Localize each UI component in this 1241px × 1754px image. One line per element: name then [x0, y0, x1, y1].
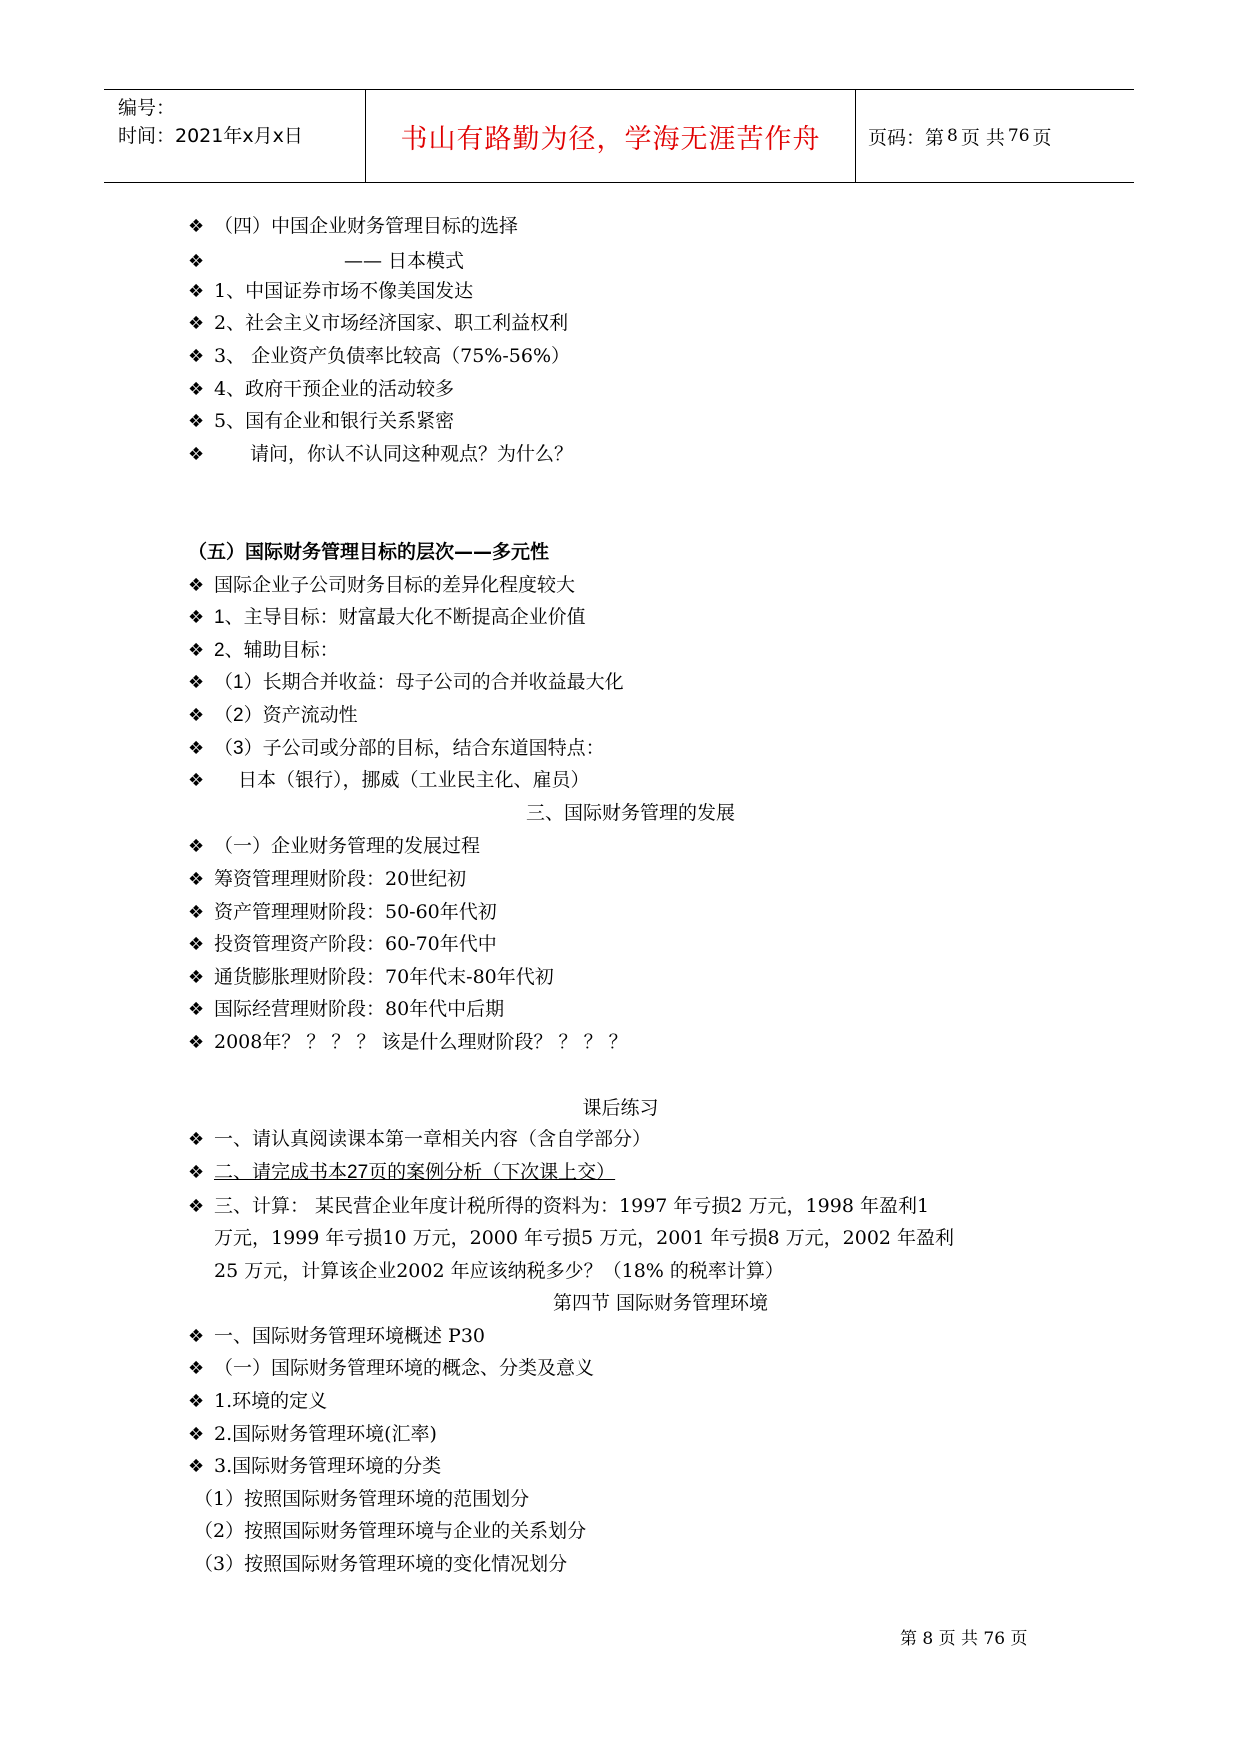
list-item: ❖ 1.环境的定义	[188, 1386, 327, 1416]
diamond-bullet-icon: ❖	[188, 934, 205, 955]
list-item: ❖ 国际经营理财阶段：80年代中后期	[188, 994, 504, 1024]
diamond-bullet-icon: ❖	[188, 1424, 205, 1445]
list-item: ❖ 5、国有企业和银行关系紧密	[188, 406, 454, 436]
diamond-bullet-icon: ❖	[188, 346, 205, 367]
diamond-bullet-icon: ❖	[188, 967, 205, 988]
list-item: ❖ 2008年？ ？ ？ ？ 该是什么理财阶段？ ？ ？ ？	[188, 1027, 628, 1057]
list-item: ❖ 资产管理理财阶段：50-60年代初	[188, 897, 497, 927]
list-item: ❖ 国际企业子公司财务目标的差异化程度较大	[188, 570, 575, 600]
list-item: ❖ 筹资管理理财阶段：20世纪初	[188, 864, 466, 894]
list-item: ❖ （一）国际财务管理环境的概念、分类及意义	[188, 1353, 594, 1383]
diamond-bullet-icon: ❖	[188, 869, 205, 890]
list-item: ❖ （2）资产流动性	[188, 701, 358, 731]
sub-item: （3）按照国际财务管理环境的变化情况划分	[194, 1553, 568, 1575]
diamond-bullet-icon: ❖	[188, 1129, 205, 1150]
list-item: ❖ 1、主导目标：财富最大化不断提高企业价值	[188, 603, 586, 633]
diamond-bullet-icon: ❖	[188, 836, 205, 857]
diamond-bullet-icon: ❖	[188, 216, 205, 237]
list-item: ❖ 2、辅助目标：	[188, 636, 339, 666]
list-item-continued: 万元，1999 年亏损10 万元，2000 年亏损5 万元，2001 年亏损8 万元，2002 年盈利	[214, 1227, 955, 1249]
section-title: 第四节 国际财务管理环境	[552, 1292, 769, 1314]
header-meta	[104, 90, 366, 182]
list-item: ❖ （四）中国企业财务管理目标的选择	[188, 211, 518, 241]
time-label: 时间：2021年x月x日	[118, 125, 303, 147]
list-item: ❖ 3.国际财务管理环境的分类	[188, 1451, 441, 1481]
list-item: ❖ 4、政府干预企业的活动较多	[188, 374, 454, 404]
diamond-bullet-icon: ❖	[188, 575, 205, 596]
sub-item: （2）按照国际财务管理环境与企业的关系划分	[194, 1520, 587, 1542]
list-item: ❖ （3）子公司或分部的目标，结合东道国特点：	[188, 734, 605, 764]
section-title: 三、国际财务管理的发展	[525, 802, 735, 824]
list-item: ❖ 1、中国证券市场不像美国发达	[188, 276, 473, 306]
diamond-bullet-icon: ❖	[188, 672, 205, 693]
diamond-bullet-icon: ❖	[188, 1032, 205, 1053]
list-item: ❖ 3、 企业资产负债率比较高（75%-56%）	[188, 341, 570, 371]
diamond-bullet-icon: ❖	[188, 1196, 205, 1217]
list-item: ❖ （1）长期合并收益：母子公司的合并收益最大化	[188, 668, 624, 698]
page-footer: 第 8 页 共 76 页	[900, 1629, 1028, 1649]
diamond-bullet-icon: ❖	[188, 313, 205, 334]
list-item: ❖ （一）企业财务管理的发展过程	[188, 831, 480, 861]
diamond-bullet-icon: ❖	[188, 738, 205, 759]
header-page-info	[856, 90, 1134, 182]
list-item: ❖ 请问，你认不认同这种观点？为什么？	[188, 439, 573, 469]
page-header	[104, 89, 1134, 183]
diamond-bullet-icon: ❖	[188, 902, 205, 923]
section-title: （五）国际财务管理目标的层次——多元性	[188, 541, 550, 563]
diamond-bullet-icon: ❖	[188, 1162, 205, 1183]
diamond-bullet-icon: ❖	[188, 411, 205, 432]
diamond-bullet-icon: ❖	[188, 640, 205, 661]
page-number: 8	[947, 126, 958, 146]
list-item-continued: 25 万元，计算该企业2002 年应该纳税多少？（18% 的税率计算）	[214, 1260, 784, 1282]
diamond-bullet-icon: ❖	[188, 281, 205, 302]
header-motto: 书山有路勤为径，学海无涯苦作舟	[366, 90, 856, 182]
diamond-bullet-icon: ❖	[188, 1358, 205, 1379]
diamond-bullet-icon: ❖	[188, 444, 205, 465]
sub-item: （1）按照国际财务管理环境的范围划分	[194, 1488, 530, 1510]
diamond-bullet-icon: ❖	[188, 705, 205, 726]
number-label: 编号：	[118, 97, 176, 119]
list-item: ❖ 2、社会主义市场经济国家、职工利益权利	[188, 308, 568, 338]
list-item: ❖ 一、请认真阅读课本第一章相关内容（含自学部分）	[188, 1125, 651, 1155]
section-title: 课后练习	[582, 1097, 659, 1119]
list-item: ❖ 一、国际财务管理环境概述 P30	[188, 1321, 485, 1351]
page-prefix: 页码：第	[868, 126, 945, 149]
page-suffix: 页	[1032, 126, 1052, 149]
diamond-bullet-icon: ❖	[188, 607, 205, 628]
diamond-bullet-icon: ❖	[188, 251, 205, 272]
diamond-bullet-icon: ❖	[188, 379, 205, 400]
list-item: ❖ 2.国际财务管理环境(汇率)	[188, 1419, 437, 1449]
total-pages: 76	[1007, 126, 1030, 146]
diamond-bullet-icon: ❖	[188, 1326, 205, 1347]
list-item: ❖ 通货膨胀理财阶段：70年代末-80年代初	[188, 962, 554, 992]
diamond-bullet-icon: ❖	[188, 770, 205, 791]
list-item: ❖ 日本（银行），挪威（工业民主化、雇员）	[188, 766, 590, 796]
diamond-bullet-icon: ❖	[188, 1456, 205, 1477]
list-item: ❖ 投资管理资产阶段：60-70年代中	[188, 929, 497, 959]
list-item: ❖ 二、请完成书本27页的案例分析（下次课上交）	[188, 1158, 615, 1188]
list-item: ❖ —— 日本模式	[188, 246, 464, 276]
list-item: ❖ 三、计算： 某民营企业年度计税所得的资料为：1997 年亏损2 万元，1998 年盈利1	[188, 1191, 929, 1221]
page-mid: 页 共	[960, 126, 1005, 149]
diamond-bullet-icon: ❖	[188, 1391, 205, 1412]
diamond-bullet-icon: ❖	[188, 999, 205, 1020]
